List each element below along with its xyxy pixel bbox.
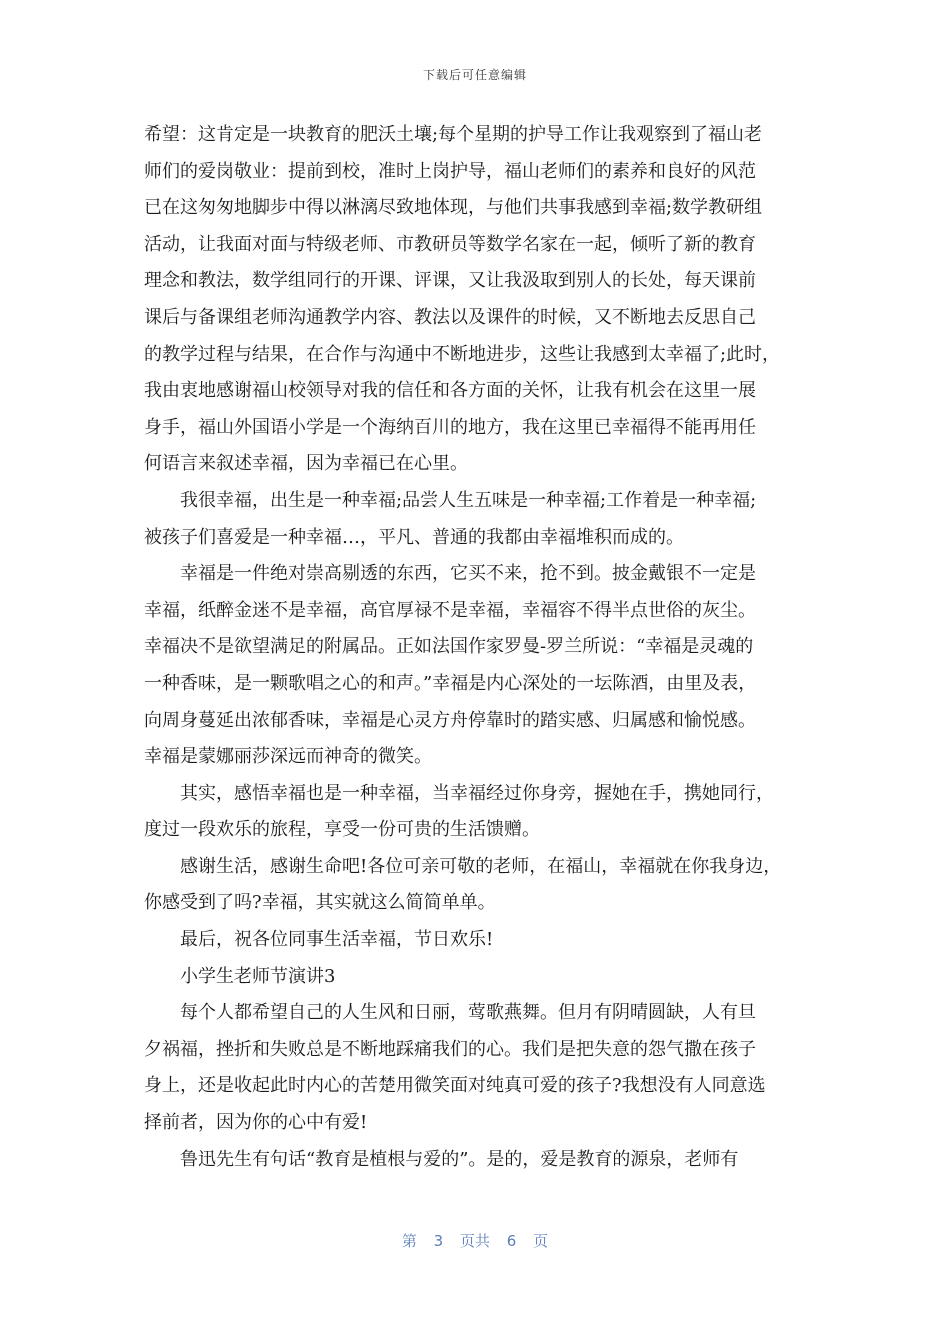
text-line: 其实，感悟幸福也是一种幸福，当幸福经过你身旁，握她在手，携她同行， [180,782,774,804]
text-line: 幸福是一件绝对崇高剔透的东西，它买不来，抢不到。披金戴银不一定是 [180,563,756,585]
text-line: 度过一段欢乐的旅程，享受一份可贵的生活馈赠。 [144,819,540,841]
text-line: 身手，福山外国语小学是一个海纳百川的地方，我在这里已幸福得不能再用任 [144,416,756,438]
text-line: 每个人都希望自己的人生风和日丽，莺歌燕舞。但月有阴晴圆缺，人有旦 [180,1002,756,1024]
text-line: 你感受到了吗?幸福，其实就这么简简单单。 [144,892,496,914]
text-line: 夕祸福，挫折和失败总是不断地踩痛我们的心。我们是把失意的怨气撒在孩子 [144,1038,756,1060]
text-line: 最后，祝各位同事生活幸福，节日欢乐! [180,929,494,951]
text-line: 幸福决不是欲望满足的附属品。正如法国作家罗曼-罗兰所说：“幸福是灵魂的 [144,636,754,658]
text-line: 我很幸福，出生是一种幸福;品尝人生五味是一种幸福;工作着是一种幸福; [180,489,757,511]
text-line: 被孩子们喜爱是一种幸福…，平凡、普通的我都由幸福堆积而成的。 [144,526,684,548]
page-number-footer: 第 3 页共 6 页 [401,1232,549,1250]
text-line: 何语言来叙述幸福，因为幸福已在心里。 [144,453,468,475]
text-line: 课后与备课组老师沟通教学内容、教法以及课件的时候，又不断地去反思自己 [144,306,756,328]
text-line: 活动，让我面对面与特级老师、市教研员等数学名家在一起，倾听了新的教育 [144,233,756,255]
text-line: 的教学过程与结果，在合作与沟通中不断地进步，这些让我感到太幸福了;此时， [144,343,781,365]
text-line: 理念和教法，数学组同行的开课、评课，又让我汲取到别人的长处，每天课前 [144,270,756,292]
text-line: 幸福，纸醉金迷不是幸福，高官厚禄不是幸福，幸福容不得半点世俗的灰尘。 [144,599,756,621]
text-line: 已在这匆匆地脚步中得以淋漓尽致地体现，与他们共事我感到幸福;数学教研组 [144,197,763,219]
text-line: 我由衷地感谢福山校领导对我的信任和各方面的关怀，让我有机会在这里一展 [144,380,756,402]
document-body [144,117,816,1178]
text-line: 一种香味，是一颗歌唱之心的和声。”幸福是内心深处的一坛陈酒，由里及表， [144,672,757,694]
text-line: 向周身蔓延出浓郁香味，幸福是心灵方舟停靠时的踏实感、归属感和愉悦感。 [144,709,756,731]
text-line: 希望：这肯定是一块教育的肥沃土壤;每个星期的护导工作让我观察到了福山老 [144,124,763,145]
text-line: 鲁迅先生有句话“教育是植根与爱的”。是的，爱是教育的源泉，老师有 [180,1148,739,1170]
text-line: 感谢生活，感谢生命吧!各位可亲可敬的老师，在福山，幸福就在你我身边， [180,855,782,877]
text-line: 师们的爱岗敬业：提前到校，准时上岗护导，福山老师们的素养和良好的风范 [144,160,756,182]
text-line: 身上，还是收起此时内心的苦楚用微笑面对纯真可爱的孩子?我想没有人同意选 [144,1075,766,1097]
text-line: 小学生老师节演讲3 [180,965,336,987]
page-header: 下载后可任意编辑 [422,68,527,82]
text-line: 择前者，因为你的心中有爱! [144,1112,368,1134]
text-line: 幸福是蒙娜丽莎深远而神奇的微笑。 [144,746,432,768]
